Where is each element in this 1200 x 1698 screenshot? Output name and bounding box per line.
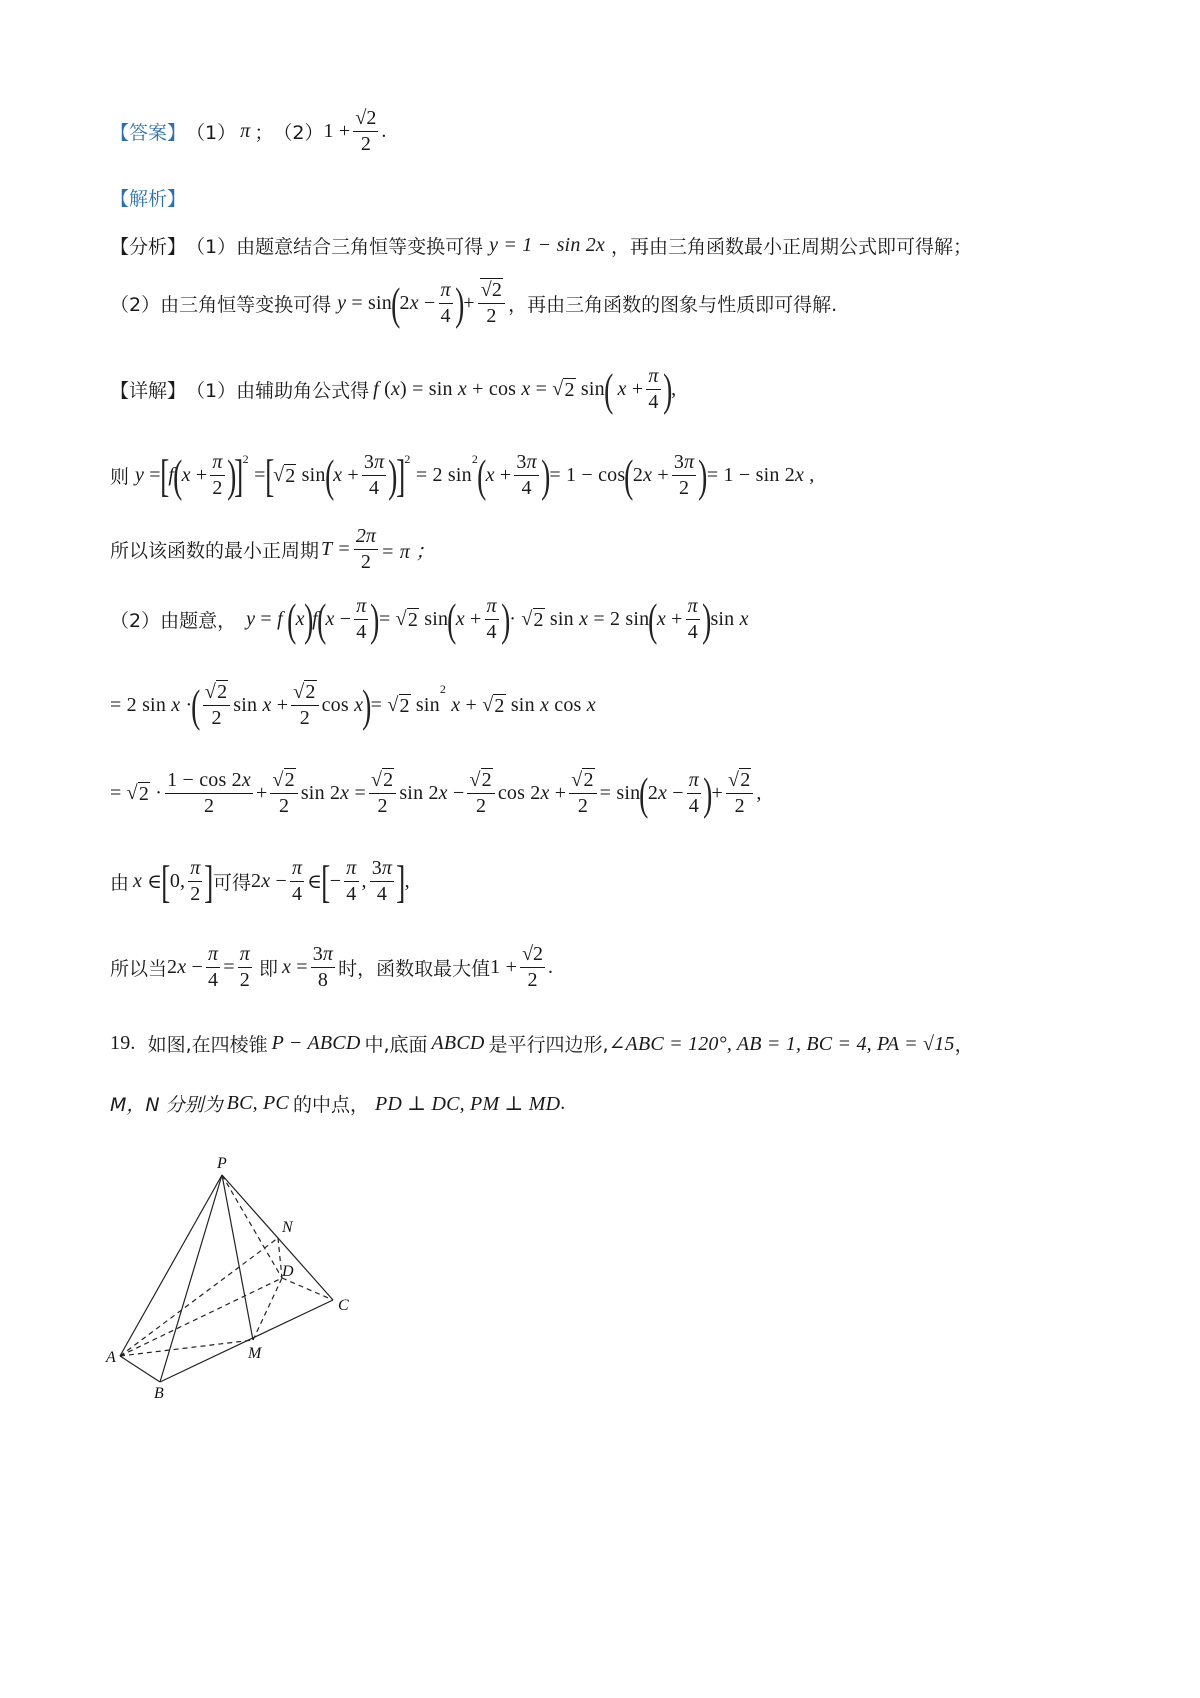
period-math-a: T = <box>321 538 351 560</box>
detail-tag: 【详解】 <box>110 380 187 402</box>
fenxi-2-text-b: ，再由三角函数的图象与性质即可得解. <box>508 294 838 316</box>
max-value: 1 + <box>490 956 518 978</box>
answer-part1-value: π <box>240 120 251 142</box>
period-num: 2π <box>354 526 378 550</box>
label-B: B <box>154 1385 164 1400</box>
answer-part2-label: （2） <box>273 122 324 144</box>
period-den: 2 <box>360 551 371 573</box>
max-text-c: 时，函数取最大值 <box>338 958 491 980</box>
problem-line2-e: . <box>560 1092 566 1114</box>
detail-period-line <box>110 526 435 573</box>
max-den: 2 <box>527 969 538 991</box>
edge-PM <box>222 1175 253 1340</box>
fenxi-1-text-b: ，再由三角函数最小正周期公式即可得解； <box>611 236 973 258</box>
ze-text: 则 <box>110 466 130 488</box>
max-period: . <box>548 956 554 978</box>
problem-text-c: 是平行四边形, <box>488 1034 609 1056</box>
period-text: 所以该函数的最小正周期 <box>110 540 320 562</box>
answer-part2-num: √2 <box>353 108 378 132</box>
edge-PB <box>160 1175 222 1382</box>
problem-pyramid: P − ABCD <box>271 1032 361 1054</box>
answer-part2-prefix: 1 + <box>323 120 351 142</box>
edge-DC <box>282 1278 333 1300</box>
range-math-2: 2 x − $\frac{\pi}{4}$ ∈ [ − $\frac{\pi}{4}$ , $\frac{3\pi}{4}$ ] , <box>251 855 410 907</box>
label-D: D <box>282 1263 294 1280</box>
problem-line2-c: 的中点， <box>292 1094 369 1116</box>
problem-conditions: ∠ABC = 120°, AB = 1, BC = 4, PA = √15 <box>608 1033 955 1055</box>
part2-text: （2）由题意， <box>110 610 237 632</box>
range-math-1: x ∈ [ 0, $\frac{\pi}{2}$ ] <box>133 855 214 907</box>
fenxi-2-formula: y = sin ( 2 x − $\frac{\pi}{4}$ ) + $\frac{√2}{2}$ <box>337 280 508 327</box>
answer-part2-den: 2 <box>360 133 371 155</box>
problem-text-b: 中,底面 <box>364 1034 428 1056</box>
label-M: M <box>248 1345 262 1362</box>
problem-line2-b: BC, PC <box>226 1092 289 1114</box>
part2-math-1: y = f ( x ) f ( x − $\frac{\pi}{4}$ ) = √ 2 sin ( x + $\frac{\pi}{4}$ ) · √ 2 sin x = 2 sin ( x + $\frac{\pi}{4}$ ) sin x <box>246 593 749 645</box>
max-text-b: 即 <box>258 958 278 980</box>
problem-line2-d: PD ⊥ DC, PM ⊥ MD <box>375 1093 561 1115</box>
problem-line2-a: M，N 分别为 <box>110 1094 223 1116</box>
fenxi-1-math: y = 1 − sin 2x <box>489 234 605 256</box>
detail-1-math: f ( x ) = sin x + cos x = √ 2 sin ( x + $\frac{\pi}{4}$ ) , <box>373 363 677 415</box>
max-math-2: x = $\frac{3\pi}{8}$ <box>281 943 334 991</box>
max-num: √2 <box>520 944 545 968</box>
label-C: C <box>338 1297 349 1314</box>
analysis-tag: 【解析】 <box>110 188 187 210</box>
answer-tag: 【答案】 <box>110 122 187 144</box>
answer-line <box>110 108 387 155</box>
problem-text-a: 如图,在四棱锥 <box>147 1034 268 1056</box>
fenxi-line-2 <box>110 277 838 329</box>
part2-math-2: = 2 sin x · ( $\frac{√2}{2}$ sin x + $\frac{√2}{2}$ cos x ) = √ 2 sin $^2$ x + √ 2 sin x cos x <box>110 679 596 731</box>
problem-base: ABCD <box>431 1032 485 1054</box>
edge-AB <box>120 1356 160 1382</box>
edge-PA <box>120 1175 222 1356</box>
answer-end: . <box>381 120 387 142</box>
label-N: N <box>282 1219 293 1236</box>
part2-math-3: = √ 2 · $\frac{1 - \cos 2x}{2}$ + $\frac{√2}{2}$ sin 2 x = $\frac{√2}{2}$ sin 2 x − $\frac{√2}{2}$ cos 2 x + $\frac{√2}{2}$ = sin ( 2 x − $\frac{\pi}{4}$ ) + $\frac{√2}{2}$ , <box>110 767 762 819</box>
problem-number: 19. <box>110 1032 136 1054</box>
answer-part1-label: （1） <box>186 122 237 144</box>
fenxi-1-text-a: （1）由题意结合三角恒等变换可得 <box>186 236 484 258</box>
label-A: A <box>106 1349 116 1366</box>
max-fraction <box>520 944 545 991</box>
edge-PC <box>222 1175 333 1300</box>
detail-line-2 <box>110 449 815 501</box>
period-math-b: = π ； <box>380 541 436 563</box>
max-text-a: 所以当 <box>110 958 168 980</box>
label-P: P <box>217 1155 227 1172</box>
max-math-1: 2 x − $\frac{\pi}{4}$ = $\frac{\pi}{2}$ <box>167 943 250 991</box>
detail-max-line <box>110 944 553 991</box>
detail-part2-line-1 <box>110 593 749 645</box>
detail-part2-line-2 <box>110 679 596 731</box>
analysis-heading <box>110 184 186 211</box>
edge-PD <box>222 1175 282 1278</box>
answer-part2-fraction <box>353 108 378 155</box>
detail-part2-line-3 <box>110 767 762 819</box>
problem19-line-1 <box>110 1030 974 1057</box>
fenxi-line-1 <box>110 232 972 259</box>
range-text-b: 可得 <box>213 872 252 894</box>
detail-line-1 <box>110 363 677 415</box>
problem19-line-2 <box>110 1090 565 1117</box>
detail-2-math: y = [ f ( x + $\frac{\pi}{2}$ ) ] $^2$ = [ √ 2 sin ( x + $\frac{3\pi}{4}$ ) ] $^2$ = 2 sin 2 ( x + $\frac{3\pi}{4}$ ) = 1 − cos ( 2 x + $\frac{3\pi}{2}$ ) = 1 − sin 2 x , <box>135 449 815 501</box>
range-text-a: 由 <box>110 872 130 894</box>
fenxi-tag: 【分析】 <box>110 236 187 258</box>
period-fraction <box>354 526 378 573</box>
fenxi-2-text-a: （2）由三角恒等变换可得 <box>110 294 332 316</box>
detail-1-text: （1）由辅助角公式得 <box>186 380 370 402</box>
problem-comma: ， <box>954 1034 974 1056</box>
pyramid-figure <box>100 1150 380 1400</box>
answer-separator: ； <box>254 122 274 144</box>
detail-range-line <box>110 855 410 907</box>
